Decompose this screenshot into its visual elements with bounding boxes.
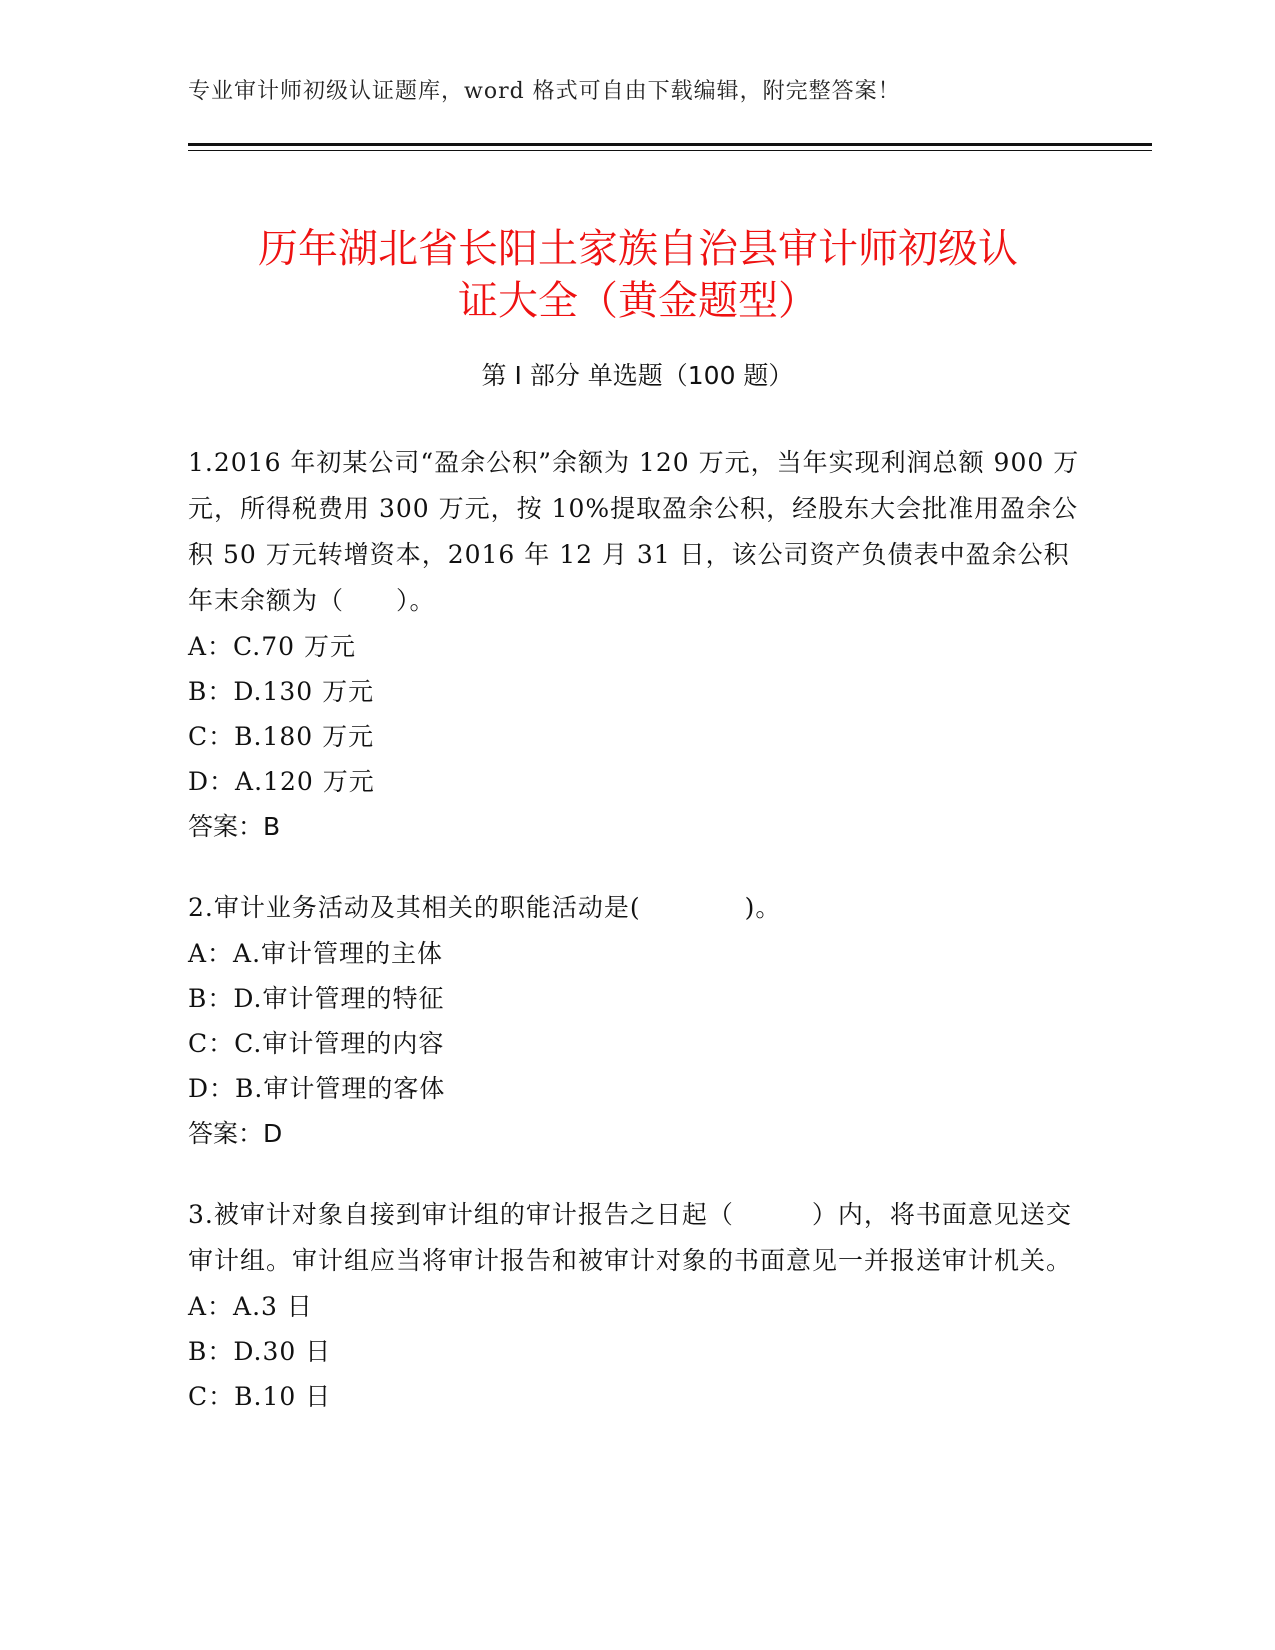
question-3 xyxy=(188,1192,1088,1419)
question-stem: 2.审计业务活动及其相关的职能活动是( )。 xyxy=(188,893,782,922)
header-note: 专业审计师初级认证题库，word 格式可自由下载编辑，附完整答案！ xyxy=(188,79,901,104)
question-option-b: B：D.130 万元 xyxy=(188,677,375,706)
question-stem: 1.2016 年初某公司“盈余公积”余额为 120 万元，当年实现利润总额 900 万元，所得税费用 300 万元，按 10%提取盈余公积，经股东大会批准用盈余公积 50 万元转增资本，2016 年 12 月 31 日，该公司资产负债表中盈余公积年末余额为（ ）。 xyxy=(188,448,1080,615)
question-1 xyxy=(188,440,1088,849)
question-option-b: B：D.30 日 xyxy=(188,1337,332,1366)
question-option-b: B：D.审计管理的特征 xyxy=(188,984,445,1013)
question-option-a: A：A.3 日 xyxy=(188,1292,313,1321)
document-title-line-1: 历年湖北省长阳土家族自治县审计师初级认 xyxy=(258,225,1018,272)
question-option-a: A：C.70 万元 xyxy=(188,632,356,661)
question-answer: 答案：D xyxy=(188,1119,283,1148)
question-option-c: C：C.审计管理的内容 xyxy=(188,1029,445,1058)
question-list xyxy=(188,440,1088,1455)
section-heading: 第 I 部分 单选题（100 题） xyxy=(481,361,794,390)
question-2 xyxy=(188,885,1088,1156)
document-title xyxy=(188,223,1088,327)
question-option-d: D：A.120 万元 xyxy=(188,767,375,796)
document-title-line-2: 证大全（黄金题型） xyxy=(458,277,818,324)
question-option-c: C：B.10 日 xyxy=(188,1382,332,1411)
header-rule-thin xyxy=(188,150,1152,151)
question-option-c: C：B.180 万元 xyxy=(188,722,375,751)
question-option-a: A：A.审计管理的主体 xyxy=(188,939,444,968)
question-stem: 3.被审计对象自接到审计组的审计报告之日起（ ）内，将书面意见送交审计组。审计组应当将审计报告和被审计对象的书面意见一并报送审计机关。 xyxy=(188,1200,1073,1275)
question-answer: 答案：B xyxy=(188,812,281,841)
header-rule-thick xyxy=(188,143,1152,146)
question-option-d: D：B.审计管理的客体 xyxy=(188,1074,446,1103)
